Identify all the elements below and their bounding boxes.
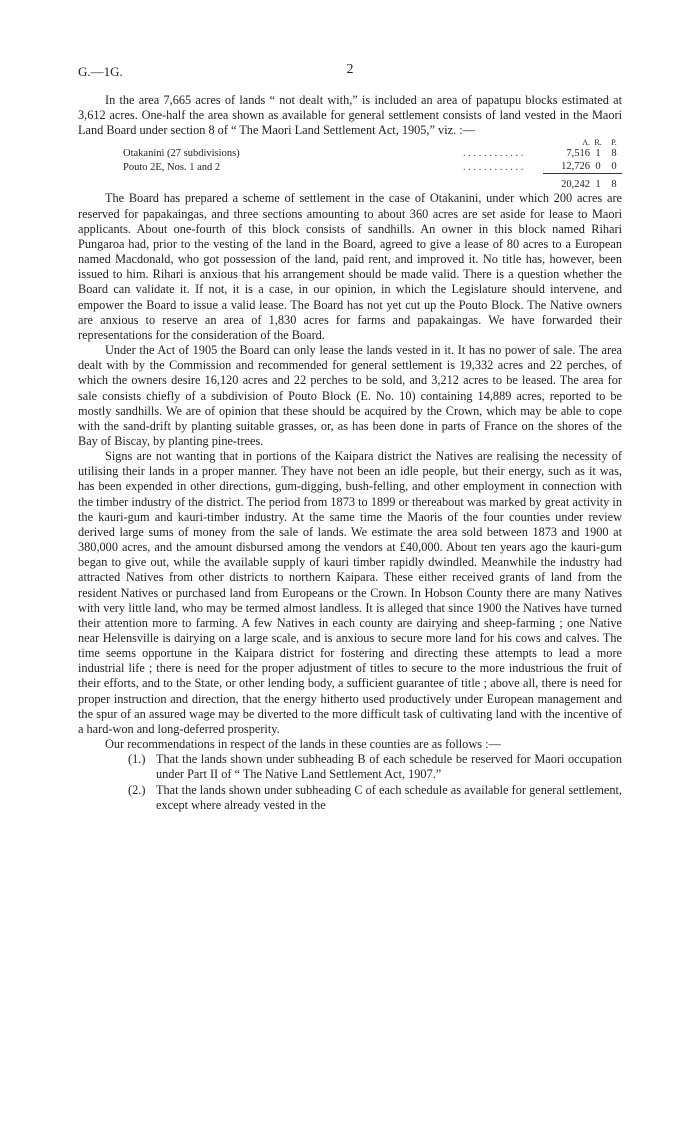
unit-acres: A. [582, 138, 590, 148]
document-reference: G.—1G. [78, 64, 123, 79]
block-name: Pouto 2E, Nos. 1 and 2 [123, 161, 221, 173]
roods-value: 0 [595, 161, 601, 173]
item-number: (1.) [128, 752, 146, 767]
page-number: 2 [346, 62, 354, 77]
paragraph-papatupu: In the area 7,665 acres of lands “ not dealt with,” is included an area of papatupu blocks estimated at 3,612 acres. One-half the area shown as available for general settlement consists of land vested in the Maori Land Board under section 8 of “ The Maori Land Settlement Act, 1905,” viz. :— [78, 93, 622, 138]
block-name: Otakanini (27 subdivisions) [123, 148, 240, 160]
table-total-row [123, 174, 622, 192]
page-header [78, 62, 622, 82]
acres-value: 7,516 [566, 148, 590, 160]
table-header-row [123, 138, 622, 147]
perches-value: 0 [611, 161, 617, 173]
total-perches: 8 [606, 174, 622, 192]
leader-dots: . . . . . . . . . . . . [463, 148, 524, 160]
item-text: That the lands shown under subheading B of each schedule be reserved for Maori occupation under Part II of “ The Native Land Settlement Act, 1907.” [156, 752, 622, 782]
total-roods: 1 [590, 174, 606, 192]
total-acres: 20,242 [543, 174, 590, 192]
item-number: (2.) [128, 782, 146, 797]
paragraph-kaipara-natives: Signs are not wanting that in portions of the Kaipara district the Natives are realising the necessity of utilising their lands in a proper manner. They have not been an idle people, but their energy, such as it was, has been expended in other directions, gum-digging, bush-felling, and other employment in connection with the timber industry of the district. The period from 1873 to 1899 or thereabout was marked by great activity in the kauri-gum and kauri-timber industry. At the same time the Maoris of the four counties under review derived large sums of money from the sale of lands. We estimate the area sold between 1873 and 1900 at 380,000 acres, and the amount disbursed among the vendors at £40,000. About ten years ago the kauri-gum began to give out, while the available supply of kauri timber rapidly dwindled. Meanwhile the industry had attracted Natives from other districts to northern Kaipara. These either received grants of land from the resident Natives or purchased land from Europeans or the Crown. In Hobson County there are many Natives with very little land, who may be termed almost landless. It is alleged that since 1900 the Natives have turned their attention more to farming. A few Natives in each county are dairying and sheep-farming ; one Native near Helensville is dairying on a large scale, and is anxious to secure more land for his cows and calves. The time seems opportune in the Kaipara district for fostering and directing these attempts to lead a more industrial life ; there is need for the proper adjustment of titles to secure to the more industrious the fruit of their efforts, and to the State, or other lending body, a sufficient guarantee of title ; above all, there is need for proper instruction and direction, that the energy hitherto used productively under European management and the spur of an assured wage may be diverted to the more difficult task of cultivating land with the incentive of a hard-won and long-deferred prosperity. [78, 449, 622, 736]
acres-value: 12,726 [561, 161, 590, 173]
unit-perches: P. [611, 138, 617, 148]
paragraph-act-1905: Under the Act of 1905 the Board can only lease the lands vested in it. It has no power of sale. The area dealt with by the Commission and recommended for general settlement is 19,332 acres and 22 perches, of which the owners desire 16,120 acres and 22 perches to be sold, and 3,212 acres to be leased. The area for sale consists chiefly of a subdivision of Pouto Block (E. No. 10) containing 14,889 acres, reported to be mostly sandhills. We are of opinion that these should be acquired by the Crown, which may be able to cope with the sand-drift by planting suitable grasses, or, as has been done in parts of France on the shores of the Bay of Biscay, by planting pine-trees. [78, 343, 622, 448]
recommendations-list [78, 752, 622, 813]
item-text: That the lands shown under subheading C of each schedule as available for general settlement, except where already vested in the [156, 782, 622, 812]
document-body [78, 93, 622, 813]
paragraph-board-scheme: The Board has prepared a scheme of settlement in the case of Otakanini, under which 200 acres are reserved for papakaingas, and three sections amounting to about 360 acres are set aside for lease to Maori applicants. About one-fourth of this block consists of sandhills. An owner in this block named Rihari Pungaroa had, prior to the vesting of the land in the Board, agreed to give a lease of 80 acres to a European named Macdonald, who got possession of the land, paid rent, and improved it. No title has, however, been issued to him. Rihari is anxious that his arrangement should be made valid. There is a question whether the Board can validate it. If not, it is a case, in our opinion, in which the Legislature should intervene, and empower the Board to issue a valid lease. The Board has not yet cut up the Pouto Block. The Native owners are anxious to reserve an area of 1,830 acres for farms and papakaingas. We have forwarded their representations for the consideration of the Board. [78, 191, 622, 342]
leader-dots: . . . . . . . . . . . . [463, 161, 524, 173]
area-table [123, 138, 622, 191]
list-item [128, 783, 622, 813]
perches-value: 8 [611, 148, 617, 160]
unit-roods: R. [594, 138, 602, 148]
roods-value: 1 [595, 148, 601, 160]
table-row [123, 147, 622, 160]
list-item [128, 752, 622, 782]
table-row [123, 160, 622, 174]
paragraph-recommendations-intro: Our recommendations in respect of the lands in these counties are as follows :— [105, 737, 501, 752]
